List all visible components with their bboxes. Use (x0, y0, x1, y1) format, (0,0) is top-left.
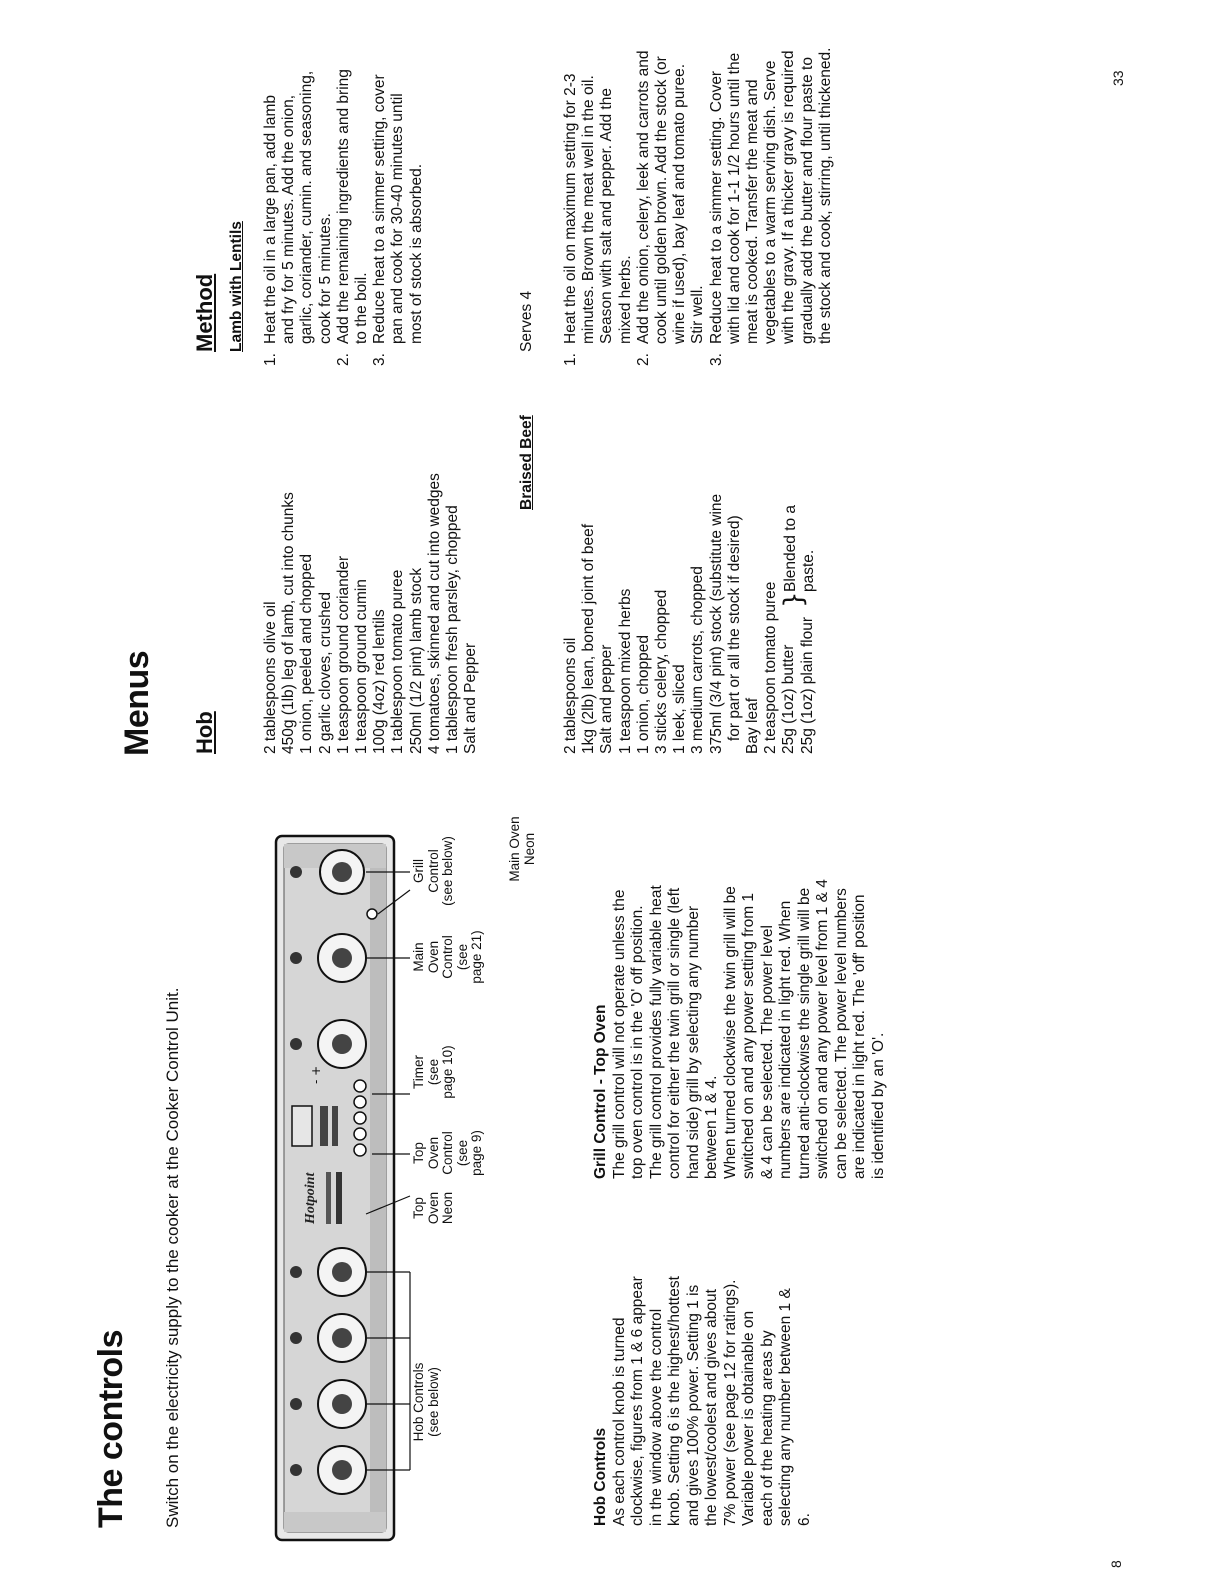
method-step: 2. Add the onion, celery, leek and carrots and cook until golden brown. Add the stock (or wine if used), bay leaf and tomato puree. Stir well. (634, 50, 707, 366)
svg-text:- +: - + (309, 1065, 323, 1084)
grill-control-para-2: The grill control provides fully variable heat control for either the twin grill or single (left hand side) grill by selecting any number between 1 & 4. (647, 885, 720, 1179)
ingredient: 3 sticks celery, chopped (653, 589, 671, 754)
grill-control-heading: Grill Control - Top Oven (592, 1004, 609, 1179)
brand-logo: Hotpoint (303, 1172, 318, 1224)
label-main-oven-neon: Main Oven Neon (507, 816, 537, 882)
recipe-1-ingredients (262, 473, 480, 754)
ingredient: 1 onion, chopped (634, 635, 652, 754)
hob-heading: Hob (192, 711, 217, 754)
intro-text: Switch on the electricity supply to the cooker at the Cooker Control Unit. (163, 987, 182, 1528)
method-step: 1. Heat the oil in a large pan, add lamb and fry for 5 minutes. Add the onion, garlic, coriander, cumin. and seasoning, cook for 5 minutes. (262, 70, 334, 366)
method-step: 1. Heat the oil on maximum setting for 2-3 minutes. Brown the meat well in the oil. Season with salt and pepper. Add the mixed herbs. (562, 73, 634, 366)
recipe-1-method (262, 66, 426, 366)
ingredient: 100g (4oz) red lentils (371, 609, 389, 754)
ingredient: 375ml (3/4 pint) stock (substitute wine (707, 493, 725, 754)
grill-control-section (592, 879, 888, 1179)
recipe-2-title: Braised Beef (518, 415, 535, 510)
ingredient: 3 medium carrots, chopped (689, 566, 707, 754)
ingredient: Bay leaf (744, 697, 762, 754)
recipe-2-method (562, 46, 835, 366)
grill-control-para-1: The grill control will not operate unless the top oven control is in the 'O' off position. (610, 889, 646, 1179)
ingredient: 25g (1oz) plain flour (798, 617, 816, 754)
hob-controls-heading: Hob Controls (592, 1427, 609, 1526)
ingredient: 1kg (2lb) lean, boned joint of beef (580, 523, 598, 754)
label-timer: Timer (see page 10) (411, 1045, 455, 1099)
ingredient: 250ml (1/2 pint) lamb stock (407, 567, 425, 754)
ingredient: Salt and Pepper (462, 642, 480, 754)
blend-note-line-1: Blended to a (782, 504, 799, 592)
ingredient: 2 tablespoons oil (562, 637, 579, 754)
recipe-1-title: Lamb with Lentils (228, 221, 245, 352)
ingredient: for part or all the stock if desired) (725, 515, 743, 754)
ingredient: 2 garlic cloves, crushed (316, 592, 334, 754)
grill-control-para-3: When turned clockwise the twin grill will be switched on and any power setting from 1 & 4 can be selected. The power level numbers are indicated in light red. When turned anti-clockwise the single grill will be switched on and any power level from 1 & 4 can be selected. The power level numbers are indicated in light red. The 'off' position is identified by an 'O'. (721, 879, 887, 1179)
page-number-right: 33 (1110, 70, 1126, 86)
ingredient: 1 leek, sliced (671, 664, 689, 754)
hob-controls-section (592, 1276, 814, 1526)
ingredient: 1 teaspoon ground coriander (334, 555, 352, 754)
ingredient: 1 teaspoon mixed herbs (616, 588, 634, 754)
ingredient: 1 tablespoon tomato puree (389, 569, 407, 754)
ingredient: Salt and pepper (598, 644, 616, 754)
recipe-2-serves: Serves 4 (518, 290, 535, 352)
blend-note-line-2: paste. (800, 549, 818, 592)
page-number-left: 8 (1108, 1560, 1124, 1568)
method-step: 3. Reduce heat to a simmer setting. Cover with lid and cook for 1-1 1/2 hours until the meat is cooked. Transfer the meat and vegetables to a warm serving dish. Serve with the gravy. If a thicker gravy is required gradually add the butter and flour paste to the stock and cook, stirring, until thickened. (707, 47, 834, 366)
recipe-2-ingredients (562, 494, 817, 754)
hob-controls-text: As each control knob is turned clockwise, figures from 1 & 6 appear in the window above the control knob. Setting 6 is the highest/hottest and gives 100% power. Setting 1 is the lowest/coolest and gives about 7% power (see page 12 for ratings). Variable power is obtainable on each of the heating areas by selecting any number between 1 & 6. (610, 1276, 813, 1526)
blend-note (782, 505, 818, 592)
ingredient: 25g (1oz) butter (780, 644, 798, 754)
page-title-menus: Menus (118, 650, 156, 756)
method-heading: Method (192, 273, 217, 352)
page-title-controls: The controls (92, 1329, 130, 1528)
ingredient: 4 tomatoes, skinned and cut into wedges (425, 473, 443, 754)
method-step: 2. Add the remaining ingredients and bring to the boil. (334, 69, 371, 366)
ingredient: 450g (1lb) leg of lamb, cut into chunks (280, 492, 298, 754)
ingredient: 1 teaspoon ground cumin (353, 579, 371, 754)
ingredient: 2 teaspoon tomato puree (762, 581, 780, 754)
ingredient: 1 tablespoon fresh parsley, chopped (444, 505, 462, 754)
method-step: 3. Reduce heat to a simmer setting, cover pan and cook for 30-40 minutes until most of stock is absorbed. (371, 74, 425, 366)
blend-brace: } (779, 591, 809, 608)
label-hob-controls: Hob Controls (see below) (411, 1362, 441, 1442)
label-grill-control: Grill Control (see below) (411, 836, 455, 906)
ingredient: 2 tablespoons olive oil (262, 601, 279, 754)
ingredient: 1 onion, peeled and chopped (298, 554, 316, 754)
label-top-oven-neon: Top Oven Neon (411, 1191, 455, 1225)
label-main-oven-control: Main Oven Control (see page 21) (411, 930, 484, 984)
label-top-oven-control: Top Oven Control (see page 9) (411, 1130, 484, 1176)
control-panel-illustration (262, 814, 412, 1554)
